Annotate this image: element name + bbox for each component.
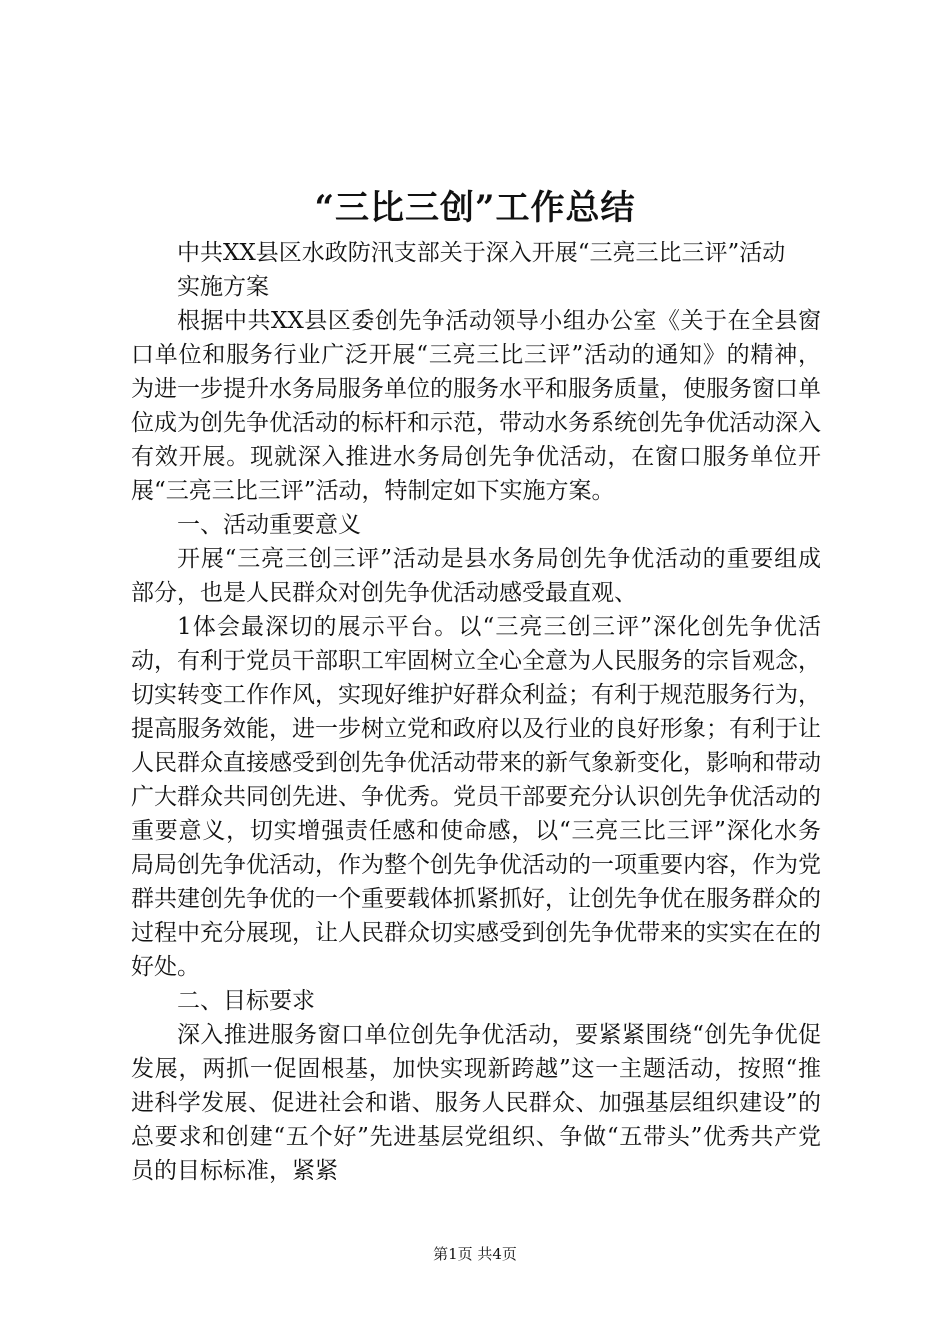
paragraph-intro: 根据中共XX县区委创先争活动领导小组办公室《关于在全县窗口单位和服务行业广泛开展“三亮三比三评”活动的通知》的精神，为进一步提升水务局服务单位的服务水平和服务质量，使服务窗口单位成为创先争优活动的标杆和示范，带动水务系统创先争优活动深入有效开展。现就深入推进水务局创先争优活动，在窗口服务单位开展“三亮三比三评”活动，特制定如下实施方案。 [131, 308, 821, 504]
document-title: “三比三创”工作总结 [314, 188, 636, 228]
document-body [131, 236, 821, 1188]
paragraph-significance: 开展“三亮三创三评”活动是县水务局创先争优活动的重要组成部分，也是人民群众对创先争优活动感受最直观、 [131, 546, 821, 606]
paragraph-significance-continued: 1体会最深切的展示平台。以“三亮三创三评”深化创先争优活动，有利于党员干部职工牢固树立全心全意为人民服务的宗旨观念，切实转变工作作风，实现好维护好群众利益；有利于规范服务行为，提高服务效能，进一步树立党和政府以及行业的良好形象；有利于让人民群众直接感受到创先争优活动带来的新气象新变化，影响和带动广大群众共同创先进、争优秀。党员干部要充分认识创先争优活动的重要意义，切实增强责任感和使命感，以“三亮三比三评”深化水务局局创先争优活动，作为整个创先争优活动的一项重要内容，作为党群共建创先争优的一个重要载体抓紧抓好，让创先争优在服务群众的过程中充分展现，让人民群众切实感受到创先争优带来的实实在在的好处。 [131, 614, 821, 980]
paragraph-goals: 深入推进服务窗口单位创先争优活动，要紧紧围绕“创先争优促发展，两抓一促固根基，加快实现新跨越”这一主题活动，按照“推进科学发展、促进社会和谐、服务人民群众、加强基层组织建设”的总要求和创建“五个好”先进基层党组织、争做“五带头”优秀共产党员的目标标准，紧紧 [131, 1022, 821, 1184]
paragraph-heading-plan: 实施方案 [177, 274, 269, 300]
page-number-footer: 第1页 共4页 [433, 1245, 517, 1263]
section-heading-2: 二、目标要求 [177, 988, 315, 1014]
paragraph-heading-org: 中共XX县区水政防汛支部关于深入开展“三亮三比三评”活动 [177, 240, 786, 266]
section-heading-1: 一、活动重要意义 [177, 512, 361, 538]
